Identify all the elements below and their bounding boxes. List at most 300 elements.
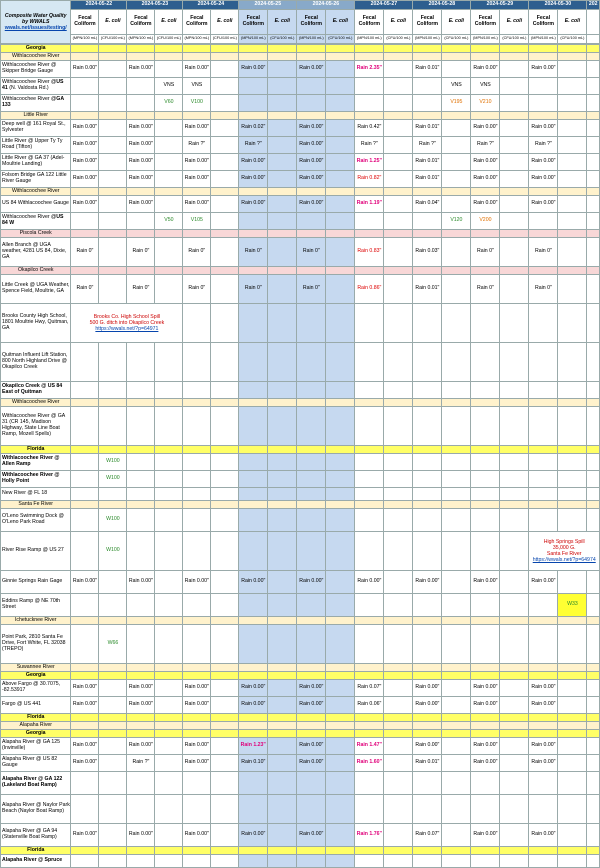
cell xyxy=(211,230,239,238)
data-body xyxy=(0,44,600,868)
data-cell xyxy=(71,454,99,471)
data-cell xyxy=(413,95,442,112)
data-cell xyxy=(211,238,239,267)
data-cell xyxy=(268,571,297,594)
cell xyxy=(500,45,529,53)
location-text: Withlacoochee River @ xyxy=(2,214,57,221)
cell xyxy=(326,399,355,407)
location-text: Folsom Bridge GA 122 Little River Gauge xyxy=(2,172,67,184)
location-text: Alapaha River @ GA 122 (Lakeland Boat Ramp) xyxy=(2,776,63,788)
cell xyxy=(558,722,587,730)
location-label xyxy=(1,343,71,382)
cell xyxy=(99,446,127,454)
cell xyxy=(99,501,127,509)
cell xyxy=(413,399,442,407)
location-text: GA 133 xyxy=(2,96,64,108)
fc-header: Fecal Coliform xyxy=(355,10,384,35)
location-label xyxy=(1,571,71,594)
data-cell xyxy=(558,120,587,137)
data-cell xyxy=(326,738,355,755)
data-cell: Rain 0.00" xyxy=(297,680,326,697)
location-label xyxy=(1,275,71,304)
data-cell xyxy=(297,471,326,488)
data-cell xyxy=(471,855,500,868)
data-cell xyxy=(326,594,355,617)
data-cell xyxy=(587,304,600,343)
cell xyxy=(355,617,384,625)
cell xyxy=(183,672,211,680)
units-fc: (MPN/100 mL) xyxy=(297,35,326,44)
data-cell: Rain 0.00" xyxy=(529,755,558,772)
cell xyxy=(183,188,211,196)
location-text: Withlacoochee River @ GA 31 (CR 145, Madison Highway, State Line Boat Ramp, Mozell Spells) xyxy=(2,413,65,437)
data-cell xyxy=(471,304,500,343)
data-cell xyxy=(413,855,442,868)
data-cell: Rain 0.00" xyxy=(127,61,155,78)
cell xyxy=(155,847,183,855)
cell xyxy=(211,617,239,625)
data-cell xyxy=(155,154,183,171)
cell xyxy=(413,714,442,722)
cell xyxy=(297,112,326,120)
data-cell xyxy=(326,755,355,772)
data-cell: Rain 0" xyxy=(127,238,155,267)
data-cell xyxy=(384,171,413,188)
spill-link[interactable]: https://wwals.net/?p=64971 xyxy=(95,326,159,332)
data-cell: Rain 0.00" xyxy=(239,571,268,594)
data-cell xyxy=(71,488,99,501)
cell xyxy=(442,53,471,61)
cell xyxy=(471,399,500,407)
cell xyxy=(99,714,127,722)
data-cell xyxy=(268,471,297,488)
cell xyxy=(99,112,127,120)
data-cell xyxy=(155,137,183,154)
data-cell: Rain 0.00" xyxy=(529,680,558,697)
data-cell xyxy=(326,407,355,446)
cell xyxy=(297,230,326,238)
cell xyxy=(529,267,558,275)
spill-note: 35,000 G. xyxy=(552,545,576,551)
data-cell: Rain 0.00" xyxy=(71,571,99,594)
data-cell xyxy=(99,571,127,594)
cell xyxy=(587,501,600,509)
data-cell xyxy=(355,625,384,664)
cell xyxy=(211,664,239,672)
location-label xyxy=(1,304,71,343)
data-cell xyxy=(587,488,600,501)
data-cell xyxy=(587,275,600,304)
data-cell xyxy=(239,795,268,824)
location-label xyxy=(1,213,71,230)
data-cell: W100 xyxy=(99,454,127,471)
cell xyxy=(268,664,297,672)
data-cell: Rain 0.01" xyxy=(413,275,442,304)
data-cell xyxy=(355,454,384,471)
data-cell xyxy=(99,238,127,267)
data-cell xyxy=(587,855,600,868)
cell xyxy=(297,188,326,196)
cell xyxy=(99,672,127,680)
data-cell: Rain 0.00" xyxy=(183,120,211,137)
cell xyxy=(183,53,211,61)
data-cell xyxy=(99,95,127,112)
cell xyxy=(442,112,471,120)
ec-header: E. coli xyxy=(155,10,183,35)
data-cell xyxy=(326,824,355,847)
data-cell: Rain 0.00" xyxy=(71,137,99,154)
data-cell: Rain 0.00" xyxy=(239,697,268,714)
cell xyxy=(326,501,355,509)
date-header: 2024-05-29 xyxy=(471,1,529,10)
data-cell xyxy=(239,772,268,795)
data-cell xyxy=(211,697,239,714)
location-text: Alapaha River @ GA 125 (Irwinville) xyxy=(2,739,61,751)
cell xyxy=(558,45,587,53)
cell xyxy=(183,45,211,53)
data-cell xyxy=(384,95,413,112)
data-cell: Rain 0.00" xyxy=(127,196,155,213)
data-cell xyxy=(239,304,268,343)
spill-note: Brooks Co. High School Spill xyxy=(93,314,161,320)
cell xyxy=(529,672,558,680)
data-cell xyxy=(471,625,500,664)
cell xyxy=(413,230,442,238)
data-cell xyxy=(384,532,413,571)
cell xyxy=(211,399,239,407)
data-cell xyxy=(587,509,600,532)
ec-header: E. coli xyxy=(326,10,355,35)
data-cell xyxy=(471,471,500,488)
data-cell xyxy=(155,454,183,471)
location-label xyxy=(1,680,71,697)
data-cell: Rain 0.00" xyxy=(239,154,268,171)
cell xyxy=(183,664,211,672)
data-cell xyxy=(384,680,413,697)
data-cell xyxy=(268,772,297,795)
cell xyxy=(529,664,558,672)
data-cell xyxy=(529,382,558,399)
data-cell xyxy=(297,454,326,471)
data-cell: Rain 0" xyxy=(471,275,500,304)
data-cell xyxy=(268,343,297,382)
data-cell xyxy=(500,78,529,95)
data-cell xyxy=(155,343,183,382)
data-cell xyxy=(384,213,413,230)
data-cell xyxy=(326,154,355,171)
data-cell xyxy=(558,137,587,154)
data-cell xyxy=(442,137,471,154)
cell xyxy=(384,399,413,407)
data-cell xyxy=(587,772,600,795)
cell xyxy=(297,847,326,855)
data-cell xyxy=(384,304,413,343)
data-cell xyxy=(384,196,413,213)
data-cell xyxy=(127,855,155,868)
data-cell: Rain 1.19" xyxy=(355,196,384,213)
state-section-header: Florida xyxy=(1,446,71,454)
date-header: 2024-05-27 xyxy=(355,1,413,10)
data-cell xyxy=(413,454,442,471)
data-cell xyxy=(326,382,355,399)
data-cell xyxy=(326,137,355,154)
data-cell xyxy=(384,738,413,755)
fc-header: Fecal Coliform xyxy=(239,10,268,35)
cell xyxy=(413,501,442,509)
cell xyxy=(442,722,471,730)
fc-header: Fecal Coliform xyxy=(529,10,558,35)
cell xyxy=(442,664,471,672)
data-cell xyxy=(384,755,413,772)
data-cell: Rain 0.00" xyxy=(183,697,211,714)
data-cell xyxy=(155,680,183,697)
data-cell xyxy=(326,78,355,95)
data-cell xyxy=(239,594,268,617)
cell xyxy=(211,722,239,730)
cell xyxy=(211,188,239,196)
data-cell xyxy=(384,275,413,304)
data-cell: Rain 0.83" xyxy=(355,238,384,267)
cell xyxy=(558,664,587,672)
data-cell xyxy=(413,213,442,230)
cell xyxy=(297,501,326,509)
units-partial xyxy=(587,35,600,44)
data-cell xyxy=(587,61,600,78)
data-cell: Rain 0.00" xyxy=(71,755,99,772)
data-cell xyxy=(99,772,127,795)
location-text: Brooks County High School, 1801 Moultrie Hwy, Quitman, GA xyxy=(2,313,69,331)
cell xyxy=(326,53,355,61)
data-cell xyxy=(529,795,558,824)
water-quality-table xyxy=(0,0,600,44)
data-cell xyxy=(99,488,127,501)
data-cell: Rain 0.00" xyxy=(127,137,155,154)
data-cell xyxy=(500,738,529,755)
data-cell xyxy=(384,154,413,171)
data-cell xyxy=(71,795,99,824)
data-cell: VNS xyxy=(442,78,471,95)
data-cell xyxy=(500,213,529,230)
data-cell xyxy=(471,407,500,446)
units-ec: (CFU/100 mL) xyxy=(211,35,239,44)
data-cell xyxy=(99,78,127,95)
data-cell xyxy=(127,78,155,95)
data-cell xyxy=(99,120,127,137)
data-cell xyxy=(155,471,183,488)
data-cell xyxy=(155,196,183,213)
data-cell xyxy=(297,509,326,532)
fc-header: Fecal Coliform xyxy=(71,10,99,35)
location-text: Quitman Influent Lift Station, 800 North Highland Drive @ Okapilco Creek xyxy=(2,352,68,370)
data-cell: Rain 0.00" xyxy=(127,171,155,188)
data-cell xyxy=(384,488,413,501)
data-cell xyxy=(471,343,500,382)
cell xyxy=(71,730,99,738)
data-cell: Rain 0.00" xyxy=(71,196,99,213)
data-cell xyxy=(183,594,211,617)
cell xyxy=(239,617,268,625)
cell xyxy=(587,267,600,275)
data-cell xyxy=(355,594,384,617)
data-cell xyxy=(127,488,155,501)
data-cell: Rain 0.01" xyxy=(413,61,442,78)
data-cell xyxy=(587,343,600,382)
location-text: Above Fargo @ 30.7075, -82.53917 xyxy=(2,681,61,693)
data-cell xyxy=(127,625,155,664)
data-cell: Rain 0.07" xyxy=(413,824,442,847)
cell xyxy=(413,672,442,680)
data-cell: Rain 1.25" xyxy=(355,154,384,171)
data-cell xyxy=(211,772,239,795)
data-cell xyxy=(99,755,127,772)
data-cell xyxy=(99,275,127,304)
units-ec: (CFU/100 mL) xyxy=(384,35,413,44)
cell xyxy=(326,664,355,672)
data-cell xyxy=(155,407,183,446)
data-cell xyxy=(211,738,239,755)
data-cell: Rain 0.00" xyxy=(529,571,558,594)
cell xyxy=(99,267,127,275)
river-section-header: Santa Fe River xyxy=(1,501,71,509)
data-cell xyxy=(211,571,239,594)
cell xyxy=(442,446,471,454)
data-cell xyxy=(587,407,600,446)
units-fc: (MPN/100 mL) xyxy=(471,35,500,44)
cell xyxy=(587,112,600,120)
data-cell xyxy=(442,471,471,488)
data-cell xyxy=(442,61,471,78)
location-text: Little River @ GA 37 (Adel-Moultrie Landing) xyxy=(2,155,65,167)
cell xyxy=(529,230,558,238)
cell xyxy=(587,730,600,738)
ec-header: E. coli xyxy=(442,10,471,35)
data-cell xyxy=(99,680,127,697)
data-cell xyxy=(297,795,326,824)
data-cell: Rain 0.00" xyxy=(297,196,326,213)
cell xyxy=(384,722,413,730)
data-cell: Rain 0.00" xyxy=(183,738,211,755)
data-cell xyxy=(384,78,413,95)
data-cell xyxy=(500,95,529,112)
data-cell xyxy=(558,509,587,532)
data-cell: Rain ?" xyxy=(471,137,500,154)
location-text: New River @ FL 18 xyxy=(2,490,48,497)
data-cell xyxy=(442,382,471,399)
cell xyxy=(442,501,471,509)
data-cell xyxy=(413,509,442,532)
data-cell xyxy=(183,488,211,501)
data-cell: Rain 0.86" xyxy=(355,275,384,304)
data-cell: Rain 0.00" xyxy=(529,738,558,755)
data-cell xyxy=(587,755,600,772)
cell xyxy=(558,730,587,738)
units-fc: (MPN/100 mL) xyxy=(127,35,155,44)
cell xyxy=(384,267,413,275)
cell xyxy=(127,847,155,855)
data-cell: Rain 0.00" xyxy=(529,154,558,171)
data-cell xyxy=(471,454,500,471)
data-cell xyxy=(413,488,442,501)
data-cell: Rain 0.00" xyxy=(183,755,211,772)
data-cell xyxy=(268,196,297,213)
data-cell xyxy=(500,454,529,471)
cell xyxy=(268,714,297,722)
data-cell xyxy=(99,171,127,188)
cell xyxy=(500,617,529,625)
testing-link[interactable]: wwals.net/issues/testing/ xyxy=(4,25,67,31)
data-cell xyxy=(211,471,239,488)
cell xyxy=(239,53,268,61)
data-cell: Rain 0.00" xyxy=(471,697,500,714)
cell xyxy=(183,399,211,407)
data-cell xyxy=(413,304,442,343)
fc-header: Fecal Coliform xyxy=(413,10,442,35)
data-cell xyxy=(239,95,268,112)
cell xyxy=(413,847,442,855)
data-cell: Rain 0.00" xyxy=(183,680,211,697)
data-cell: Rain 0.03" xyxy=(413,238,442,267)
cell xyxy=(183,230,211,238)
river-section-header: Withlacoochee River xyxy=(1,53,71,61)
location-text: Ginnie Springs Rain Gage xyxy=(2,578,63,585)
cell xyxy=(471,730,500,738)
cell xyxy=(471,45,500,53)
data-cell xyxy=(297,78,326,95)
data-cell: Rain 0.00" xyxy=(127,571,155,594)
data-cell xyxy=(239,454,268,471)
cell xyxy=(268,230,297,238)
spill-link[interactable]: https://wwals.net/?p=64974 xyxy=(532,557,596,563)
data-cell xyxy=(183,343,211,382)
state-section-header: Florida xyxy=(1,714,71,722)
data-cell: Rain 0.00" xyxy=(297,738,326,755)
location-text: Withlacoochee River @ xyxy=(2,96,57,103)
data-cell: W66 xyxy=(99,625,127,664)
data-cell xyxy=(558,571,587,594)
data-cell xyxy=(500,196,529,213)
cell xyxy=(268,112,297,120)
data-cell xyxy=(99,795,127,824)
data-cell xyxy=(268,154,297,171)
data-cell xyxy=(326,238,355,267)
fc-header-partial xyxy=(587,10,600,35)
data-cell xyxy=(127,343,155,382)
data-cell xyxy=(500,509,529,532)
data-cell: V195 xyxy=(442,95,471,112)
data-cell xyxy=(268,824,297,847)
location-text: US 84 W xyxy=(2,214,64,226)
location-text: Withlacoochee River @ Skipper Bridge Gauge xyxy=(2,62,57,74)
data-cell xyxy=(355,304,384,343)
data-cell xyxy=(500,275,529,304)
data-cell xyxy=(211,95,239,112)
data-cell xyxy=(442,509,471,532)
cell xyxy=(268,45,297,53)
data-cell xyxy=(211,680,239,697)
data-cell xyxy=(558,343,587,382)
data-cell xyxy=(442,795,471,824)
cell xyxy=(529,45,558,53)
cell xyxy=(99,188,127,196)
cell xyxy=(384,230,413,238)
data-cell xyxy=(587,196,600,213)
fc-header: Fecal Coliform xyxy=(127,10,155,35)
cell xyxy=(71,714,99,722)
data-cell xyxy=(355,471,384,488)
data-cell: Rain 0.00" xyxy=(471,680,500,697)
cell xyxy=(529,53,558,61)
data-cell xyxy=(211,120,239,137)
